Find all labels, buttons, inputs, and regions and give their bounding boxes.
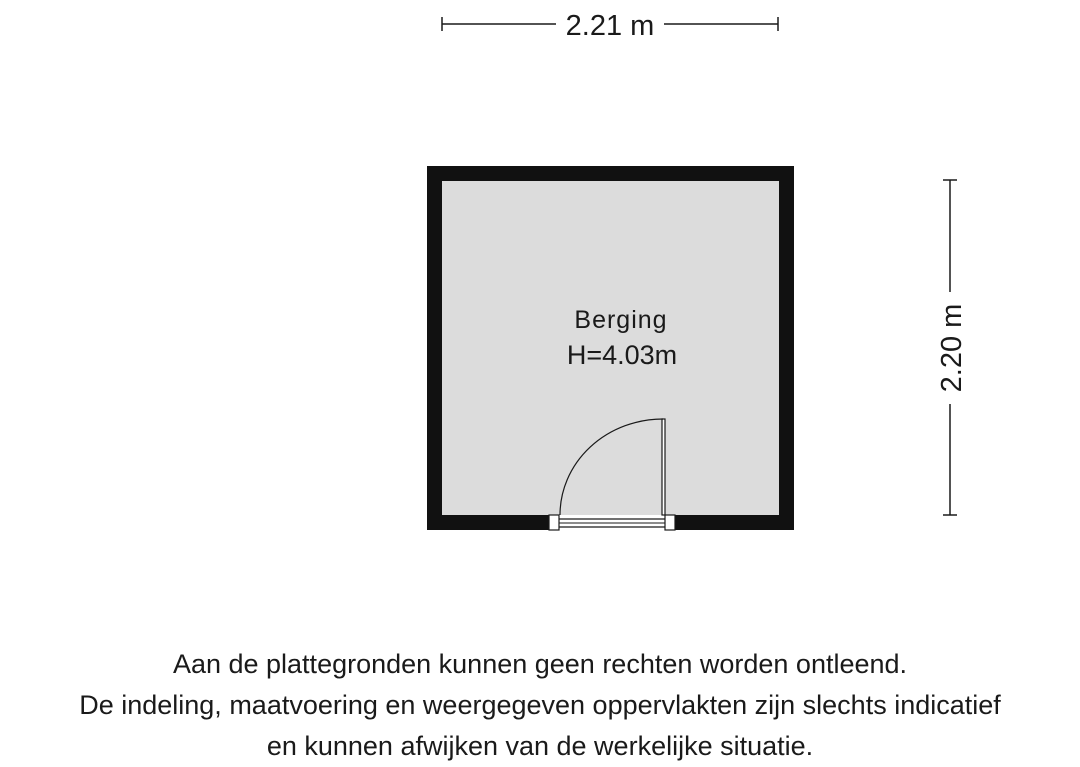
room-height-label: H=4.03m bbox=[566, 340, 678, 370]
door-leaf bbox=[662, 419, 665, 515]
wall-bottom-right bbox=[675, 515, 794, 530]
wall-left bbox=[427, 166, 442, 530]
width-dimension-label: 2.21 m bbox=[565, 10, 655, 42]
width-dimension bbox=[442, 10, 778, 42]
disclaimer-line: Aan de plattegronden kunnen geen rechten worden ontleend. bbox=[172, 649, 908, 679]
door-jamb-left bbox=[549, 515, 559, 530]
door-jamb-right bbox=[665, 515, 675, 530]
room-name-label: Berging bbox=[574, 306, 668, 334]
disclaimer bbox=[0, 644, 1080, 767]
wall-bottom-left bbox=[427, 515, 549, 530]
wall-top bbox=[427, 166, 794, 181]
disclaimer-line: De indeling, maatvoering en weergegeven oppervlakten zijn slechts indicatief bbox=[79, 690, 1001, 720]
height-dimension bbox=[936, 180, 968, 515]
height-dimension-label: 2.20 m bbox=[936, 303, 968, 393]
disclaimer-line: en kunnen afwijken van de werkelijke situatie. bbox=[266, 731, 814, 761]
wall-right bbox=[779, 166, 794, 530]
